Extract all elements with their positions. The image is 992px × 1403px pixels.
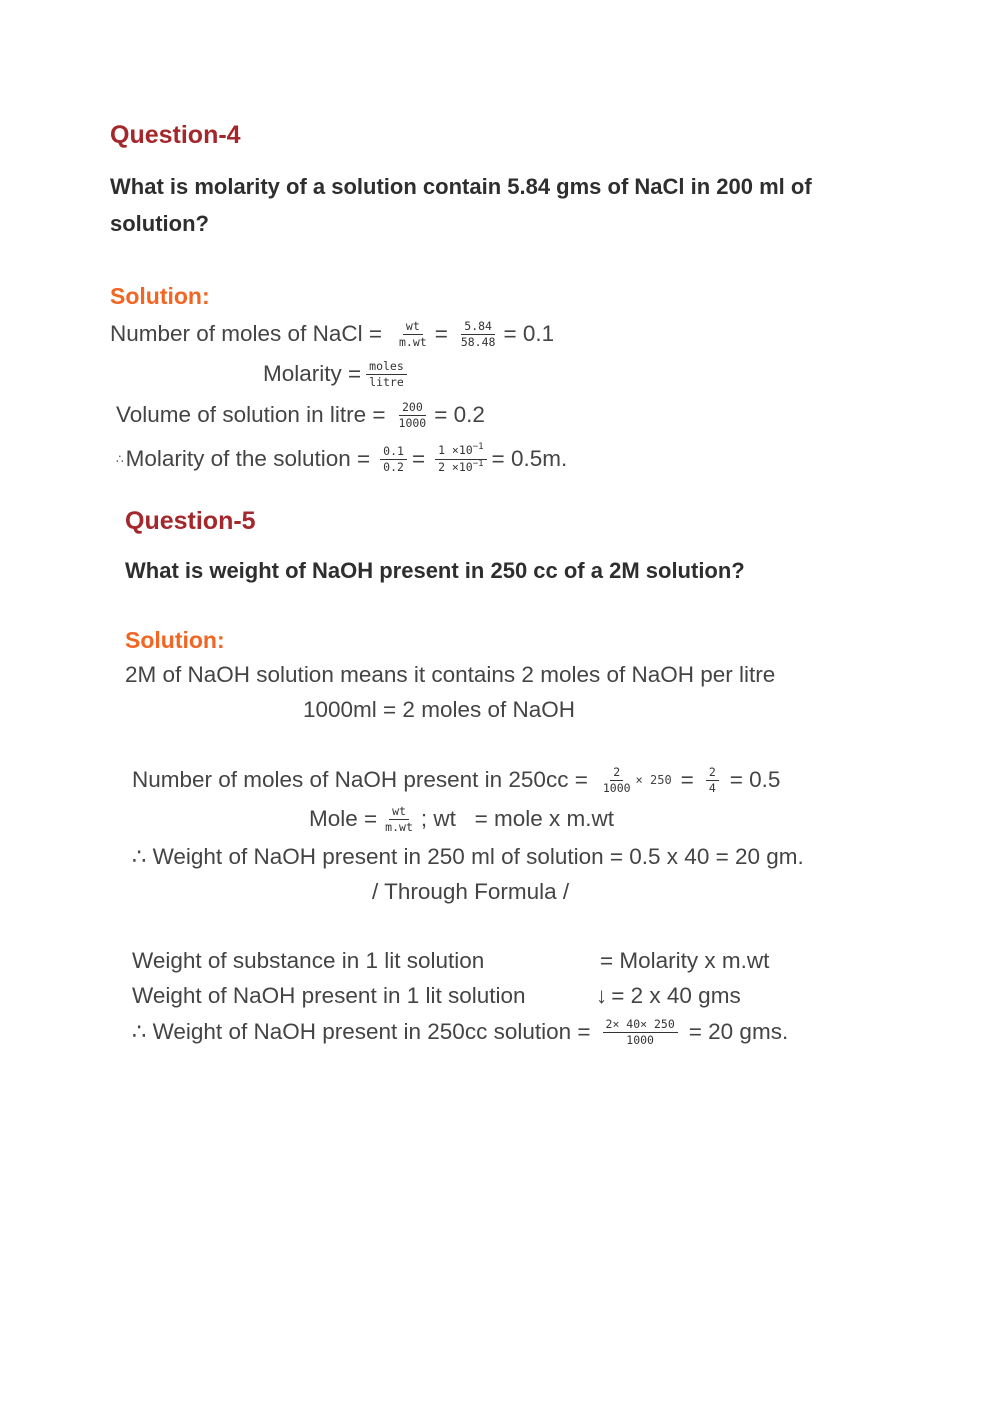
fraction-numerator: 5.84: [461, 320, 495, 335]
q5-equivalence-line: 1000ml = 2 moles of NaOH: [303, 697, 575, 722]
fraction-denominator: 1000: [626, 1032, 654, 1047]
q5-final-weight-line: [132, 1013, 788, 1051]
question-5-text: What is weight of NaOH present in 250 cc of a 2M solution?: [125, 558, 745, 583]
q5-definition-line: 2M of NaOH solution means it contains 2 moles of NaOH per litre: [125, 662, 776, 687]
q4-molarity-line: [263, 356, 412, 392]
q5-moles-result: = 0.5: [729, 767, 781, 792]
fraction-denominator: m.wt: [398, 334, 427, 349]
fraction-numerator: 200: [399, 401, 426, 416]
q5-mole-formula-line: [309, 800, 614, 838]
moles-over-litre-fraction: [366, 360, 407, 388]
q4-moles-label: Number of moles of NaCl =: [110, 321, 382, 346]
weight-fraction: [603, 1018, 678, 1046]
q4-volume-line: [116, 397, 485, 433]
mass-fraction: [458, 320, 499, 348]
final-molarity-label: Molarity of the solution =: [125, 446, 371, 471]
solution-5-heading: Solution:: [125, 627, 225, 653]
fraction-numerator: moles: [366, 360, 407, 375]
final-weight-result: = 20 gms.: [688, 1019, 789, 1044]
denominator-base: 2 ×10: [438, 459, 473, 474]
question-4-heading: Question-4: [110, 121, 241, 149]
weight-relation: ; wt = mole x m.wt: [420, 806, 615, 831]
fraction-denominator: 0.2: [383, 459, 404, 474]
equals-sign: =: [434, 321, 448, 346]
fraction-numerator: 2× 40× 250: [603, 1018, 678, 1033]
q5-moles-line: [132, 761, 780, 799]
equals-sign: =: [411, 446, 426, 471]
solution-4-heading: Solution:: [110, 283, 210, 309]
ratio-fraction: [380, 445, 407, 473]
equals-sign: =: [680, 767, 694, 792]
two-over-four-fraction: [706, 766, 719, 794]
wt-over-mwt-fraction: [382, 805, 416, 833]
final-molarity-result: = 0.5m.: [491, 446, 568, 471]
q4-moles-line: [110, 316, 554, 352]
fraction-denominator: 1000: [398, 415, 427, 430]
fraction-numerator: 2: [610, 766, 623, 781]
mole-label: Mole =: [309, 806, 378, 831]
fraction-denominator: 1000: [602, 780, 631, 795]
fraction-denominator: 58.48: [460, 334, 496, 349]
q5-substance-line-left: Weight of substance in 1 lit solution: [132, 948, 485, 973]
numerator-base: 1 ×10: [438, 442, 473, 457]
times-250: × 250: [635, 773, 672, 787]
question-5-heading: Question-5: [125, 507, 256, 535]
through-formula-caption: / Through Formula /: [372, 879, 570, 904]
q5-weight-result-line: ∴ Weight of NaOH present in 250 ml of solution = 0.5 x 40 = 20 gm.: [132, 844, 804, 869]
down-arrow-icon: ↓: [596, 983, 608, 1008]
two-over-thousand-fraction: [600, 766, 634, 794]
naoh-weight-value: = 2 x 40 gms: [611, 983, 741, 1008]
volume-label: Volume of solution in litre =: [116, 402, 386, 427]
molarity-label: Molarity =: [263, 361, 362, 386]
therefore-symbol: ∴: [116, 452, 124, 466]
fraction-denominator: [435, 460, 486, 475]
fraction-numerator: 2: [706, 766, 719, 781]
fraction-numerator: wt: [403, 320, 423, 335]
numerator-exponent: −1: [472, 441, 484, 452]
fraction-numerator: 0.1: [380, 445, 407, 460]
volume-fraction: [396, 401, 430, 429]
denominator-exponent: −1: [472, 458, 484, 469]
q5-moles-label: Number of moles of NaOH present in 250cc =: [132, 767, 588, 792]
fraction-denominator: litre: [369, 374, 404, 389]
scientific-fraction: [435, 441, 486, 475]
fraction-denominator: m.wt: [385, 819, 413, 834]
wt-over-mwt-fraction: [396, 320, 430, 348]
q4-final-molarity-line: [116, 440, 567, 478]
moles-result: = 0.1: [503, 321, 555, 346]
fraction-numerator: [435, 441, 486, 460]
volume-result: = 0.2: [434, 402, 485, 427]
fraction-numerator: wt: [389, 805, 409, 820]
q5-naoh-line-left: Weight of NaOH present in 1 lit solution: [132, 983, 526, 1008]
question-4-text: What is molarity of a solution contain 5.84 gms of NaCl in 200 ml of solution?: [110, 174, 812, 236]
q5-substance-line-right: = Molarity x m.wt: [600, 948, 770, 973]
q5-naoh-line-right: [596, 978, 741, 1014]
fraction-denominator: 4: [708, 780, 716, 795]
final-weight-label: ∴ Weight of NaOH present in 250cc solution =: [132, 1019, 591, 1044]
